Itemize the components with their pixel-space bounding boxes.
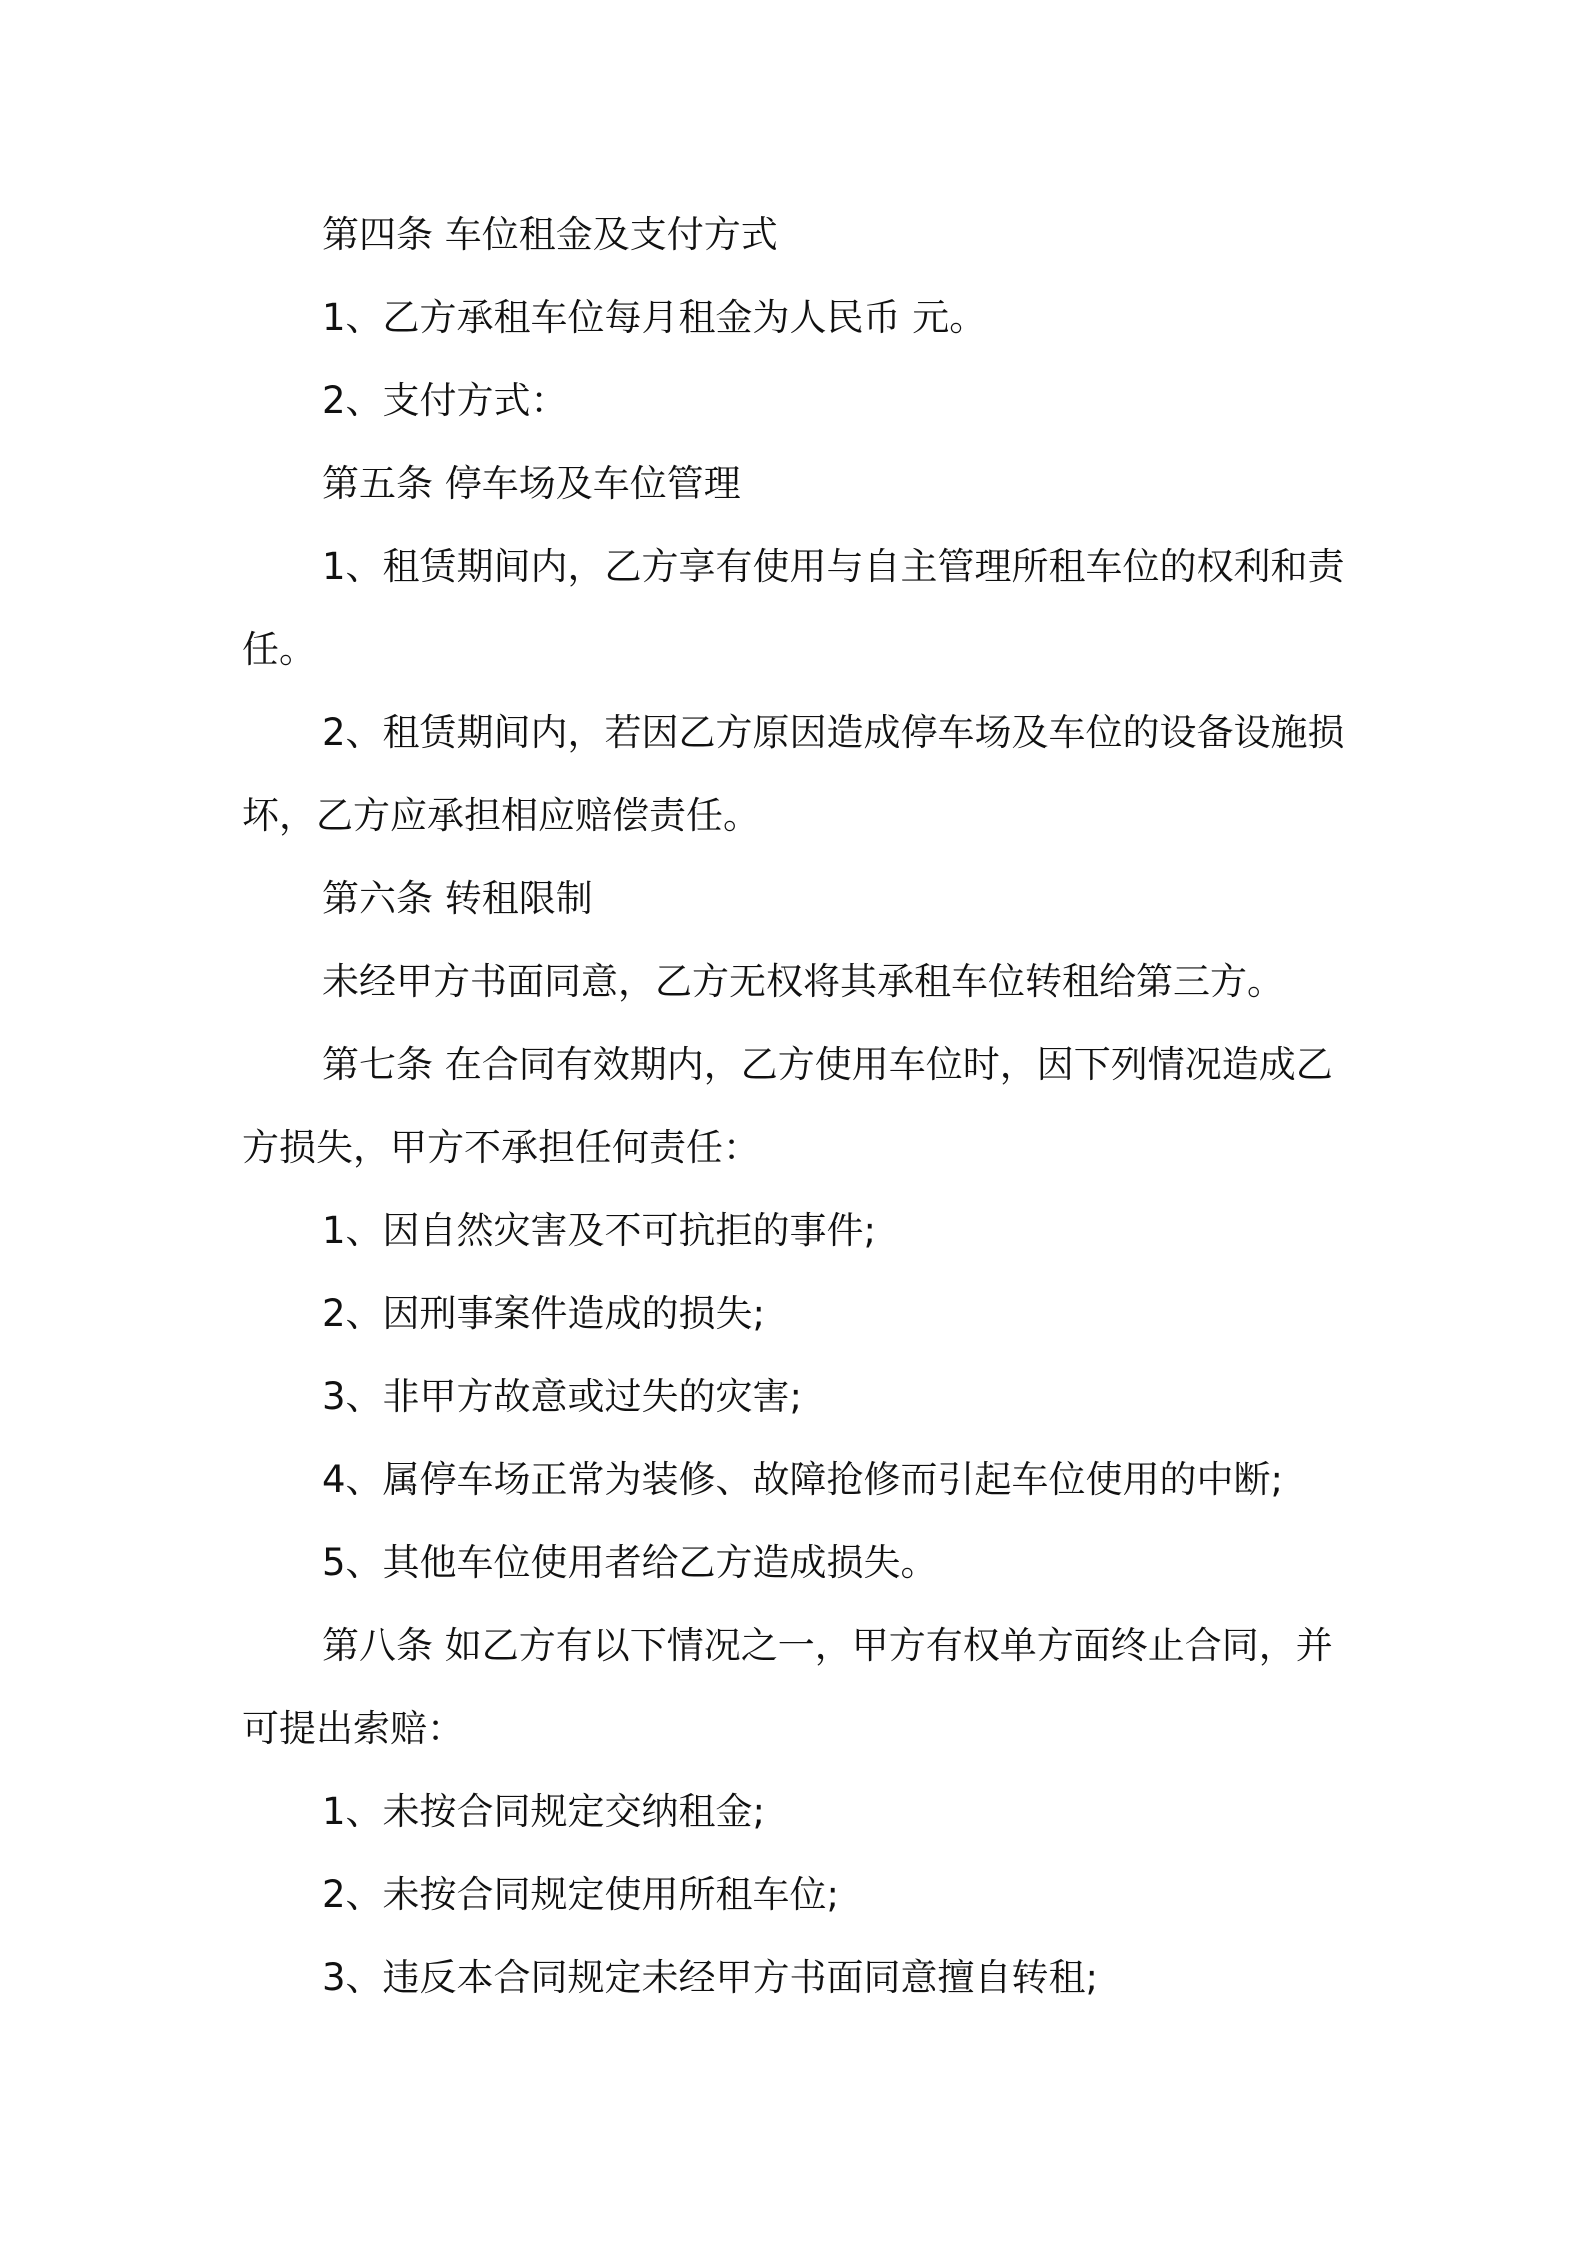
article-6-heading: 第六条 转租限制 bbox=[322, 877, 593, 920]
article-8-heading: 第八条 如乙方有以下情况之一，甲方有权单方面终止合同，并可提出索赔： bbox=[242, 1624, 1333, 1750]
article-8-clause-2: 2、未按合同规定使用所租车位; bbox=[322, 1873, 840, 1916]
article-5-clause-1: 1、租赁期间内，乙方享有使用与自主管理所租车位的权利和责任。 bbox=[242, 545, 1345, 671]
article-7-clause-3: 3、非甲方故意或过失的灾害; bbox=[322, 1375, 803, 1418]
article-4-heading: 第四条 车位租金及支付方式 bbox=[322, 213, 778, 256]
article-8-clause-3: 3、违反本合同规定未经甲方书面同意擅自转租; bbox=[322, 1956, 1099, 1999]
article-4-clause-2: 2、支付方式： bbox=[322, 379, 568, 422]
article-7-clause-1: 1、因自然灾害及不可抗拒的事件; bbox=[322, 1209, 877, 1252]
article-4-clause-1: 1、乙方承租车位每月租金为人民币 元。 bbox=[322, 296, 987, 339]
article-7-clause-5: 5、其他车位使用者给乙方造成损失。 bbox=[322, 1541, 938, 1584]
article-6-text: 未经甲方书面同意，乙方无权将其承租车位转租给第三方。 bbox=[322, 960, 1284, 1003]
article-7-clause-2: 2、因刑事案件造成的损失; bbox=[322, 1292, 766, 1335]
article-8-clause-1: 1、未按合同规定交纳租金; bbox=[322, 1790, 766, 1833]
article-5-clause-2: 2、租赁期间内，若因乙方原因造成停车场及车位的设备设施损坏，乙方应承担相应赔偿责任。 bbox=[242, 711, 1345, 837]
document-body bbox=[242, 193, 1362, 2019]
article-5-heading: 第五条 停车场及车位管理 bbox=[322, 462, 741, 505]
article-7-heading: 第七条 在合同有效期内，乙方使用车位时，因下列情况造成乙方损失，甲方不承担任何责任： bbox=[242, 1043, 1333, 1169]
article-7-clause-4: 4、属停车场正常为装修、故障抢修而引起车位使用的中断; bbox=[322, 1458, 1284, 1501]
